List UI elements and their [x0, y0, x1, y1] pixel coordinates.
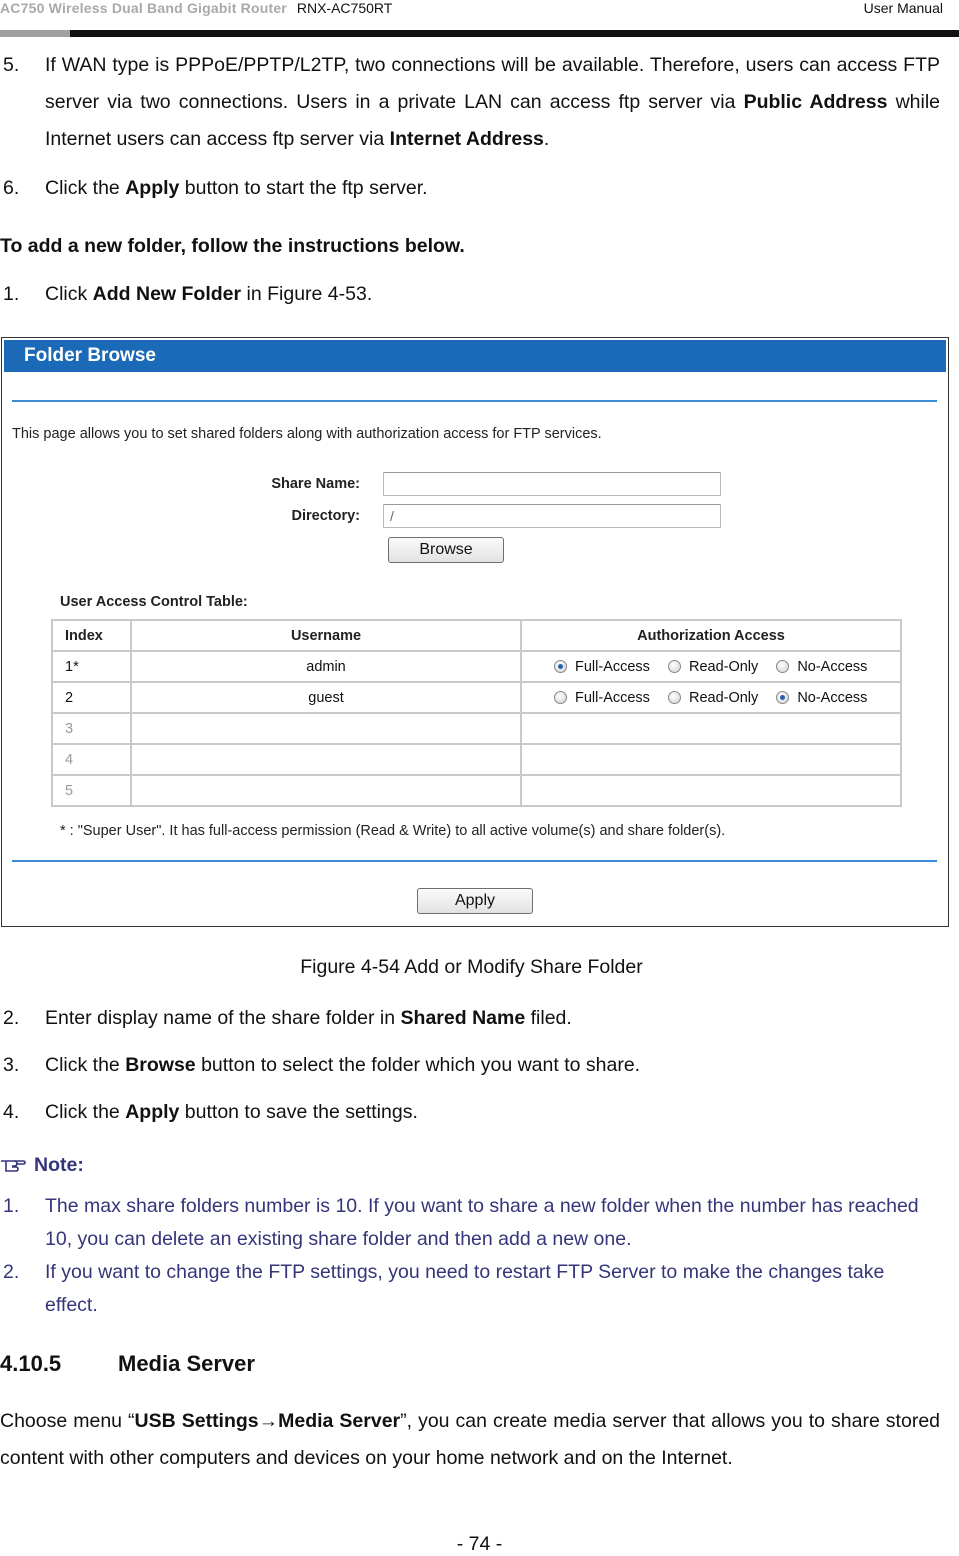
header-rule-gray	[0, 30, 70, 37]
col-index: Index	[52, 620, 131, 651]
bold-internet-address: Internet Address	[389, 128, 544, 150]
step-number: 4.	[3, 1101, 20, 1123]
share-name-label: Share Name:	[271, 476, 360, 492]
row-access	[521, 682, 901, 713]
row-username: admin	[131, 651, 521, 682]
table-row	[52, 651, 901, 682]
row-access	[521, 744, 901, 775]
header-rule-black	[70, 30, 959, 37]
table-header-row	[52, 620, 901, 651]
row-username	[131, 744, 521, 775]
directory-label: Directory:	[291, 508, 360, 524]
section-number: 4.10.5	[0, 1351, 62, 1376]
row-access	[521, 775, 901, 806]
text-run: Click the	[45, 177, 126, 199]
row-index: 2	[52, 682, 131, 713]
radio-icon[interactable]	[776, 691, 789, 704]
section-heading	[0, 1351, 255, 1377]
step-number: 3.	[3, 1054, 20, 1076]
table-title: User Access Control Table:	[60, 594, 248, 610]
folder-browse-figure	[1, 337, 949, 927]
radio-label: Read-Only	[688, 689, 759, 706]
step-number: 2.	[3, 1007, 20, 1029]
step-1	[0, 276, 940, 313]
note-number: 1.	[3, 1195, 20, 1217]
radio-label: Full-Access	[575, 658, 650, 675]
subheading: To add a new folder, follow the instructions below.	[0, 235, 465, 257]
step-2-text	[45, 1000, 940, 1037]
pointing-hand-icon	[0, 1154, 34, 1177]
step-4	[0, 1094, 940, 1131]
text-run: button to select the folder which you want to share.	[195, 1054, 641, 1076]
step-number: 5.	[3, 54, 20, 76]
text-run: Click	[45, 283, 93, 305]
step-4-text	[45, 1094, 940, 1131]
panel-title: Folder Browse	[4, 340, 946, 372]
step-number: 1.	[3, 283, 20, 305]
text-run: while Internet users can access ftp server via	[45, 91, 941, 150]
bold-apply: Apply	[125, 177, 180, 199]
row-username	[131, 775, 521, 806]
text-run: Click the	[45, 1101, 126, 1123]
radio-label: No-Access	[797, 689, 868, 706]
note-title-text: Note:	[34, 1154, 84, 1176]
row-index: 3	[52, 713, 131, 744]
browse-button[interactable]: Browse	[388, 537, 504, 563]
text-run: Choose menu “	[0, 1410, 135, 1432]
directory-input[interactable]: /	[383, 504, 721, 528]
radio-no-access[interactable]	[776, 659, 867, 675]
header-model: RNX-AC750RT	[296, 0, 393, 16]
step-3	[0, 1047, 940, 1084]
note-item-2-text: If you want to change the FTP settings, you need to restart FTP Server to make the changes take effect.	[45, 1261, 885, 1316]
step-5	[0, 47, 940, 158]
step-5-text	[45, 47, 940, 158]
note-item-1	[0, 1190, 940, 1256]
note-number: 2.	[3, 1261, 20, 1283]
section-title: Media Server	[118, 1351, 255, 1376]
radio-label: Full-Access	[575, 689, 650, 706]
table-footnote: * : "Super User". It has full-access permission (Read & Write) to all active volume(s) and share folder(s).	[60, 823, 726, 839]
bold-apply: Apply	[125, 1101, 180, 1123]
table-row	[52, 775, 901, 806]
share-name-input[interactable]	[383, 472, 721, 496]
divider-bottom	[12, 860, 937, 862]
apply-button[interactable]: Apply	[417, 888, 533, 914]
bold-menu-path: USB Settings→Media Server	[134, 1410, 401, 1432]
step-6-text	[45, 170, 940, 207]
text-run: in Figure 4-53.	[241, 283, 373, 305]
step-number: 6.	[3, 177, 20, 199]
row-access	[521, 713, 901, 744]
page-header	[0, 0, 959, 40]
figure-caption: Figure 4-54 Add or Modify Share Folder	[300, 956, 643, 978]
text-run: Click the	[45, 1054, 126, 1076]
row-index: 1*	[52, 651, 131, 682]
text-run: button to start the ftp server.	[179, 177, 428, 199]
radio-icon[interactable]	[554, 691, 567, 704]
radio-label: No-Access	[797, 658, 868, 675]
header-brand: AC750 Wireless Dual Band Gigabit Router	[0, 0, 287, 16]
radio-icon[interactable]	[668, 691, 681, 704]
row-access	[521, 651, 901, 682]
text-run: button to save the settings.	[179, 1101, 418, 1123]
table-row	[52, 744, 901, 775]
step-3-text	[45, 1047, 940, 1084]
radio-icon[interactable]	[776, 660, 789, 673]
step-6	[0, 170, 940, 207]
row-index: 5	[52, 775, 131, 806]
table-row	[52, 713, 901, 744]
header-manual: User Manual	[863, 0, 943, 16]
step-2	[0, 1000, 940, 1037]
row-username: guest	[131, 682, 521, 713]
radio-icon[interactable]	[668, 660, 681, 673]
panel-description: This page allows you to set shared folders along with authorization access for FTP services.	[12, 426, 602, 442]
radio-full-access[interactable]	[554, 690, 650, 706]
row-index: 4	[52, 744, 131, 775]
text-run: .	[543, 128, 550, 150]
col-authorization: Authorization Access	[521, 620, 901, 651]
col-username: Username	[131, 620, 521, 651]
table-row	[52, 682, 901, 713]
note-heading	[0, 1154, 84, 1177]
section-paragraph	[0, 1403, 940, 1477]
note-item-1-text: The max share folders number is 10. If you want to share a new folder when the number has reached 10, you can delete an existing share folder and then add a new one.	[45, 1195, 919, 1250]
note-item-2	[0, 1256, 940, 1322]
bold-public-address: Public Address	[743, 91, 888, 113]
bold-add-new-folder: Add New Folder	[92, 283, 242, 305]
radio-label: Read-Only	[688, 658, 759, 675]
text-run: filed.	[525, 1007, 572, 1029]
user-access-table	[51, 619, 902, 807]
header-left	[0, 0, 392, 16]
text-run: If WAN type is PPPoE/PPTP/L2TP, two connections will be available. Therefore, users can access FTP server via two connections. Users in a private LAN can access ftp server via	[45, 54, 940, 113]
radio-full-access[interactable]	[554, 659, 650, 675]
radio-read-only[interactable]	[668, 659, 758, 675]
radio-icon[interactable]	[554, 660, 567, 673]
page-number: - 74 -	[456, 1533, 503, 1555]
text-run: ”, you can create media server that allows you to share stored content with other computers and devices on your home network and on the Internet.	[0, 1410, 941, 1469]
bold-browse: Browse	[125, 1054, 196, 1076]
bold-shared-name: Shared Name	[400, 1007, 526, 1029]
radio-read-only[interactable]	[668, 690, 758, 706]
divider-top	[12, 400, 937, 402]
row-username	[131, 713, 521, 744]
radio-no-access[interactable]	[776, 690, 867, 706]
step-1-text	[45, 276, 940, 313]
text-run: Enter display name of the share folder in	[45, 1007, 401, 1029]
